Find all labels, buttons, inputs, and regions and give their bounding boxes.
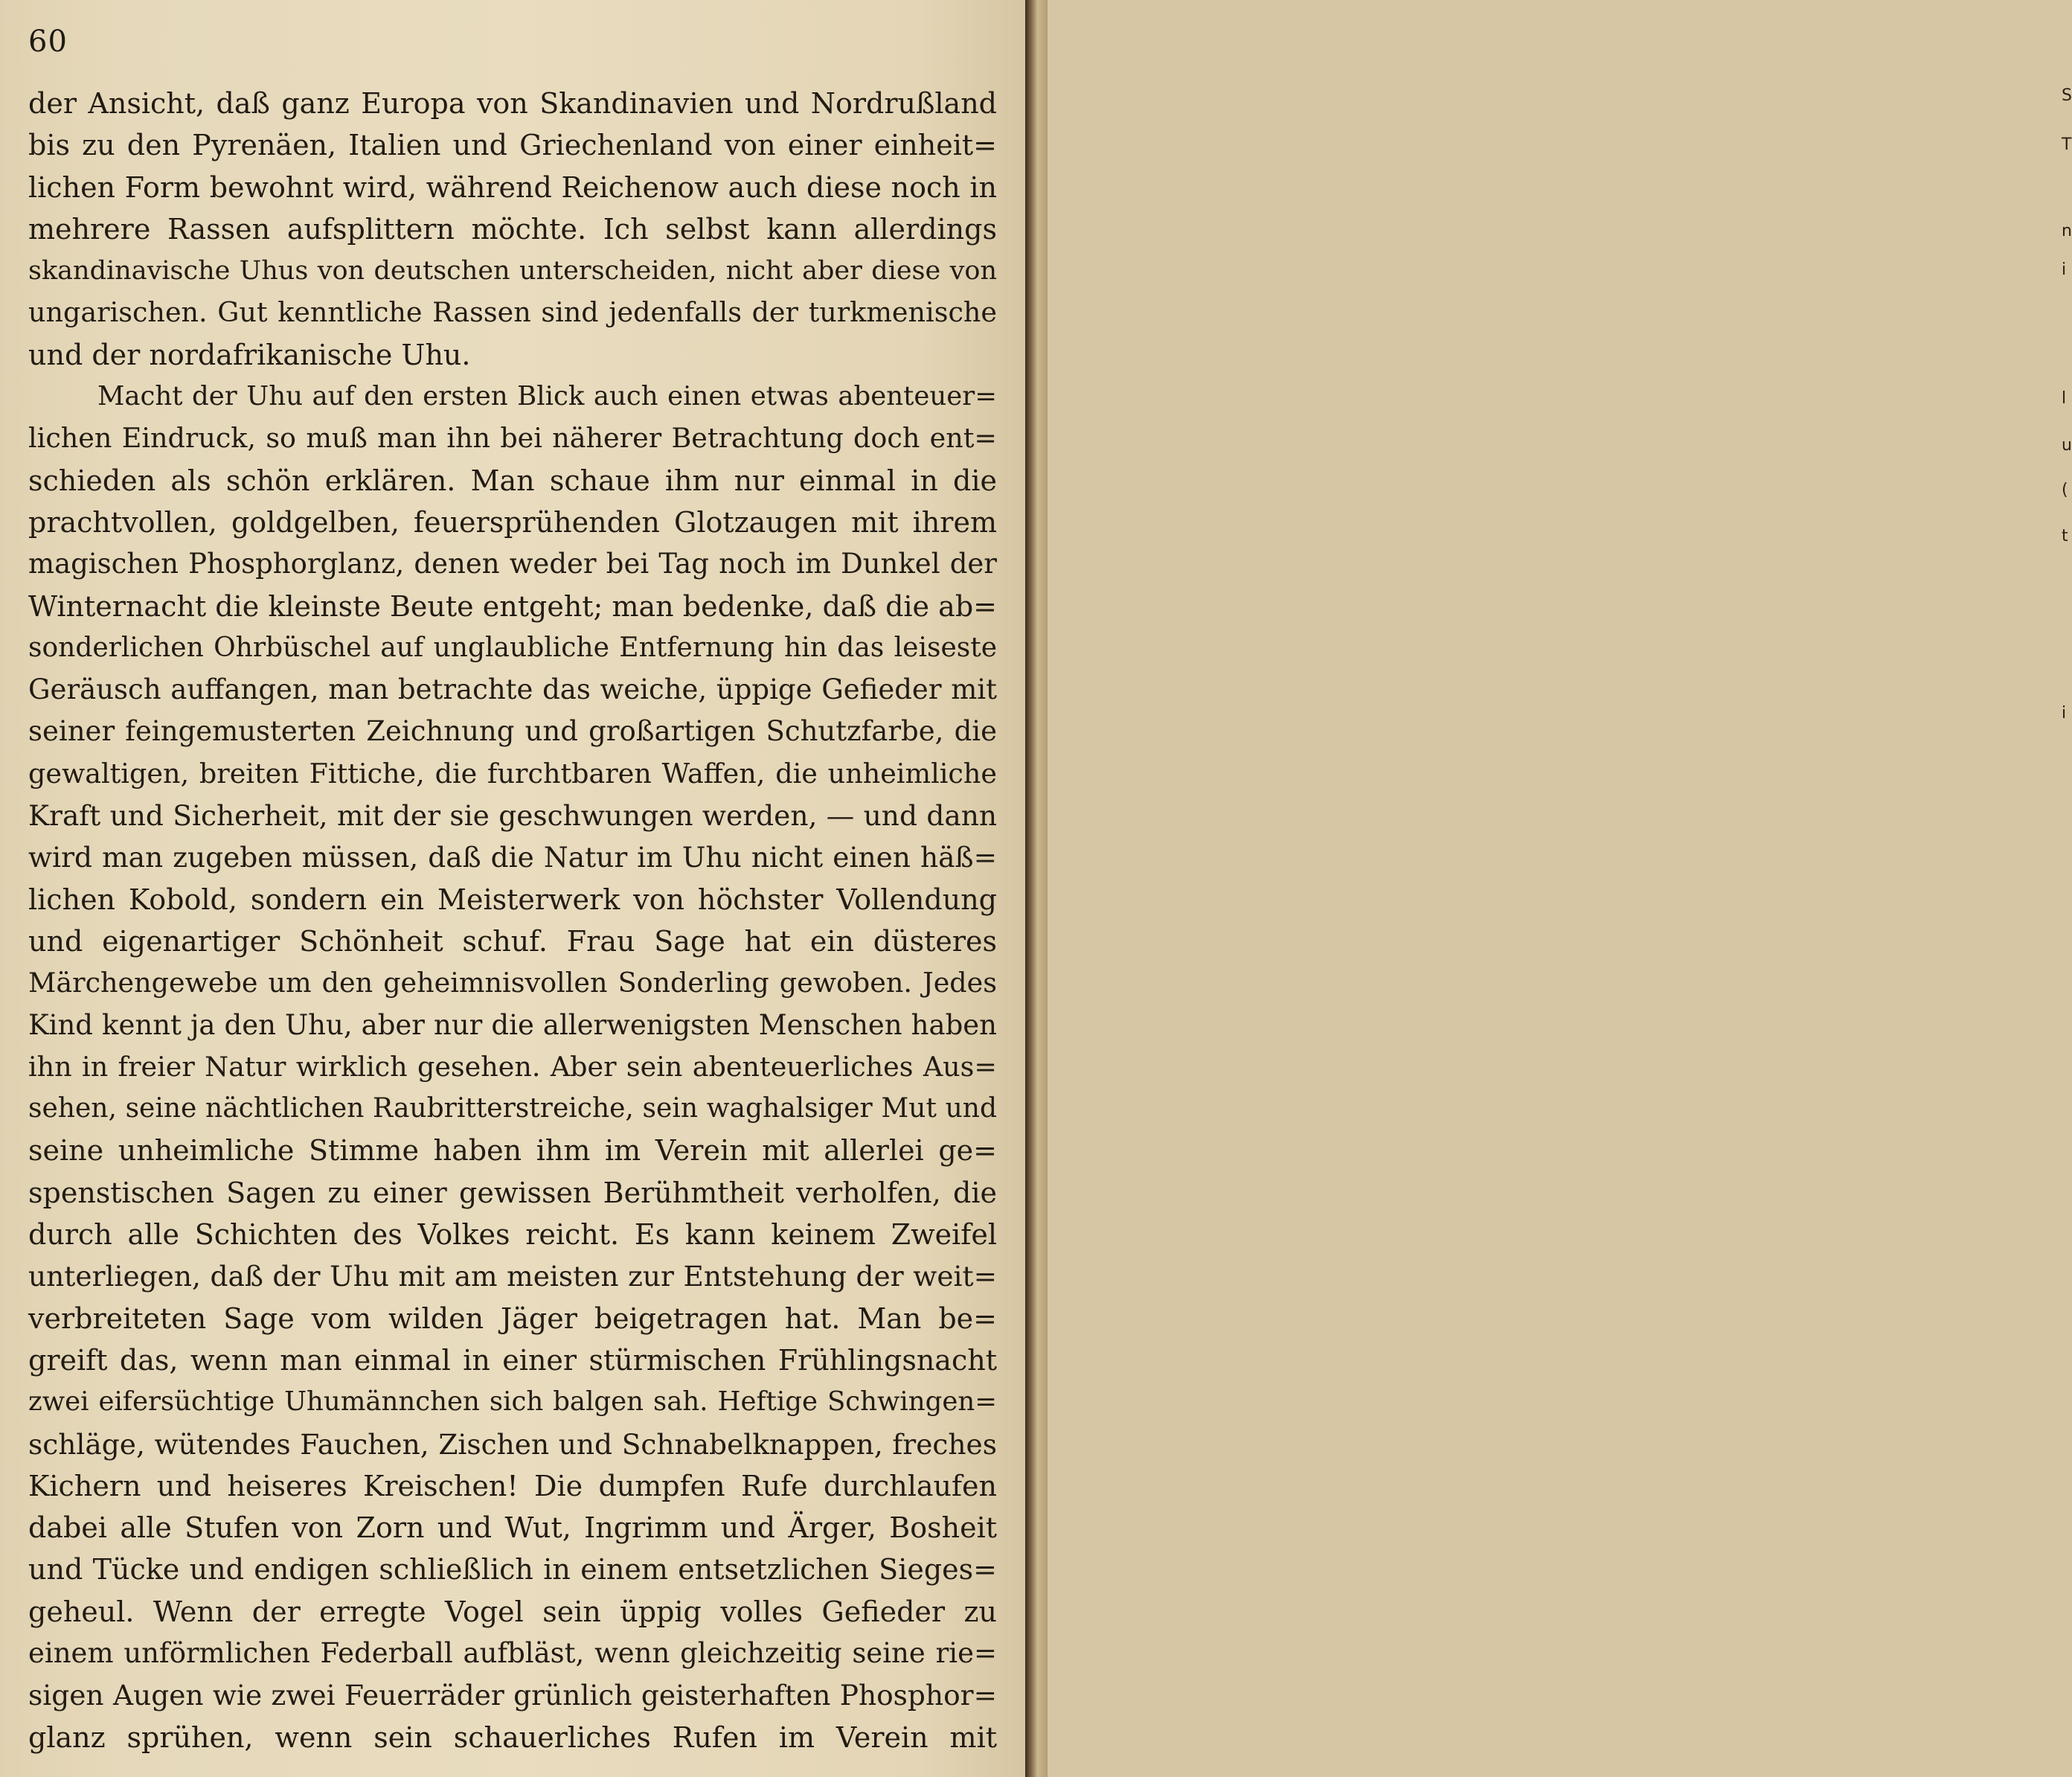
edge-letter: i [2062,704,2067,723]
text-line: schieden als schön erklären. Man schaue ihm nur einmal in die [28,464,997,497]
text-line: durch alle Schichten des Volkes reicht. Es kann keinem Zweifel [28,1218,997,1252]
text-line: sonderlichen Ohrbüschel auf unglaubliche Entfernung hin das leiseste [28,632,997,663]
text-line: prachtvollen, goldgelben, feuersprühenden Glotzaugen mit ihrem [28,505,997,539]
text-line: unterliegen, daß der Uhu mit am meisten zur Entstehung der weit= [28,1260,997,1293]
text-line: lichen Eindruck, so muß man ihn bei näherer Betrachtung doch ent= [28,422,997,455]
edge-letter: l [2062,389,2067,408]
text-line: verbreiteten Sage vom wilden Jäger beigetragen hat. Man be= [28,1301,997,1335]
paragraph-start-line: Macht der Uhu auf den ersten Blick auch einen etwas abenteuer= [97,381,997,412]
text-line: und Tücke und endigen schließlich in einem entsetzlichen Sieges= [28,1553,997,1587]
text-line: lichen Kobold, sondern ein Meisterwerk von höchster Vollendung [28,883,997,916]
text-line: bis zu den Pyrenäen, Italien und Griechenland von einer einheit= [28,129,997,162]
text-line: greift das, wenn man einmal in einer stürmischen Frühlingsnacht [28,1343,997,1377]
text-line: lichen Form bewohnt wird, während Reichenow auch diese noch in [28,170,997,204]
text-line: sehen, seine nächtlichen Raubritterstreiche, sein waghalsiger Mut und [28,1093,997,1124]
text-line: mehrere Rassen aufsplittern möchte. Ich selbst kann allerdings [28,212,997,246]
edge-letter: i [2062,260,2067,279]
text-line: Kraft und Sicherheit, mit der sie geschwungen werden, — und dann [28,799,997,833]
text-line: Märchengewebe um den geheimnisvollen Sonderling gewoben. Jedes [28,967,997,999]
edge-letter: t [2062,527,2068,545]
text-line: dabei alle Stufen von Zorn und Wut, Ingrimm und Ärger, Bosheit [28,1511,997,1545]
text-line: seiner feingemusterten Zeichnung und großartigen Schutzfarbe, die [28,715,997,748]
text-line: sigen Augen wie zwei Feuerräder grünlich geisterhaften Phosphor= [28,1679,997,1712]
text-line: Kichern und heiseres Kreischen! Die dumpfen Rufe durchlaufen [28,1469,997,1502]
text-line: wird man zugeben müssen, daß die Natur im Uhu nicht einen häß= [28,841,997,874]
text-line: skandinavische Uhus von deutschen unterscheiden, nicht aber diese von [28,256,997,286]
edge-letter: u [2062,436,2072,455]
page-number: 60 [28,25,68,59]
text-line: gewaltigen, breiten Fittiche, die furchtbaren Waffen, die unheimliche [28,757,997,790]
text-line: Geräusch auffangen, man betrachte das weiche, üppige Gefieder mit [28,673,997,706]
text-line: magischen Phosphorglanz, denen weder bei Tag noch im Dunkel der [28,548,997,580]
edge-letter: ( [2062,481,2068,499]
text-line: Winternacht die kleinste Beute entgeht; man bedenke, daß die ab= [28,589,997,623]
paragraph-end-line: und der nordafrikanische Uhu. [28,338,471,371]
text-line: Kind kennt ja den Uhu, aber nur die allerwenigsten Menschen haben [28,1008,997,1041]
text-line: ihn in freier Natur wirklich gesehen. Aber sein abenteuerliches Aus= [28,1050,997,1083]
text-line: der Ansicht, daß ganz Europa von Skandinavien und Nordrußland [28,87,997,120]
next-page-edge [1025,0,2072,1777]
text-line: spenstischen Sagen zu einer gewissen Berühmtheit verholfen, die [28,1176,997,1209]
text-line: seine unheimliche Stimme haben ihm im Verein mit allerlei ge= [28,1134,997,1168]
text-line: glanz sprühen, wenn sein schauerliches Rufen im Verein mit [28,1720,997,1754]
edge-letter: n [2062,222,2072,240]
edge-letter: S [2062,86,2072,105]
text-line: einem unförmlichen Federball aufbläst, wenn gleichzeitig seine rie= [28,1636,997,1669]
text-line: zwei eifersüchtige Uhumännchen sich balgen sah. Heftige Schwingen= [28,1386,997,1418]
body-text [28,83,997,1758]
text-line: und eigenartiger Schönheit schuf. Frau Sage hat ein düsteres [28,924,997,958]
text-line: ungarischen. Gut kenntliche Rassen sind jedenfalls der turkmenische [28,296,997,329]
edge-letter: T [2062,135,2072,154]
text-line: schläge, wütendes Fauchen, Zischen und Schnabelknappen, freches [28,1427,997,1461]
text-line: geheul. Wenn der erregte Vogel sein üppig volles Gefieder zu [28,1595,997,1628]
